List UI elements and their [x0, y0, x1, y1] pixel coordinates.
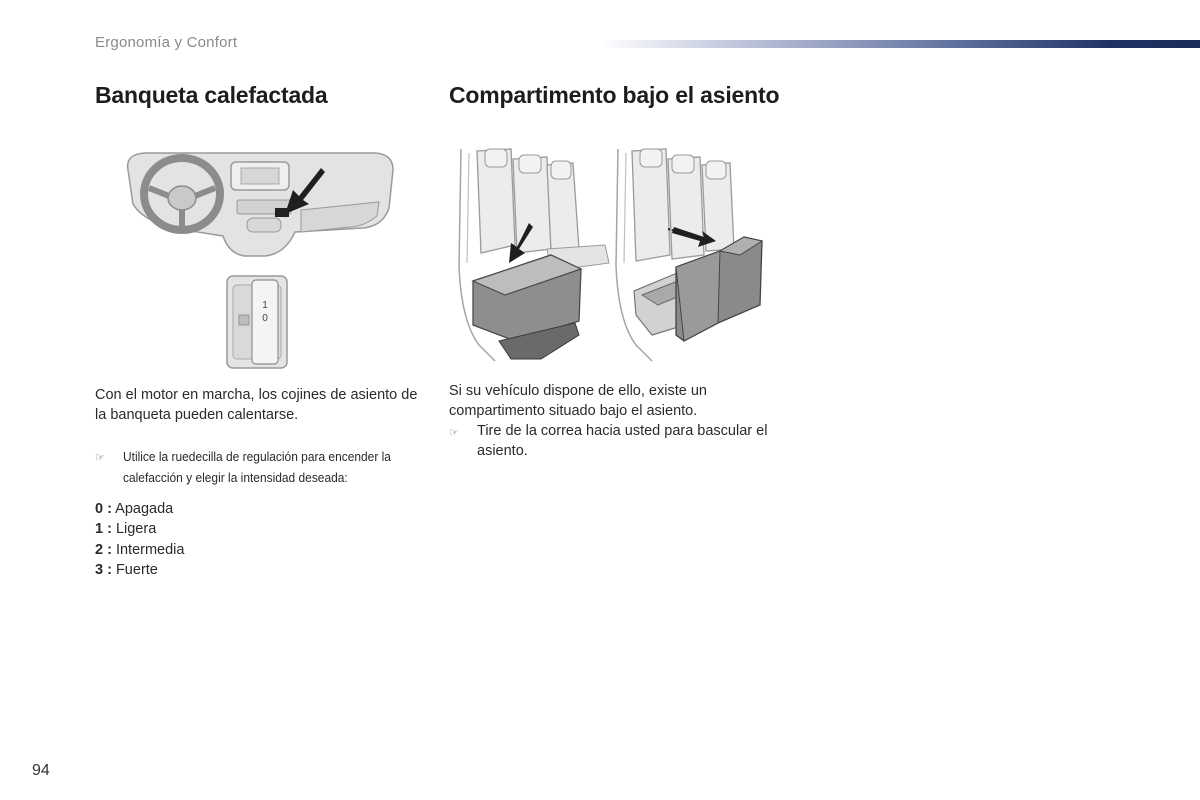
heated-bench-intro: Con el motor en marcha, los cojines de asiento de la banqueta pueden calentarse.	[95, 387, 418, 423]
level-item: 0 : Apagada	[95, 501, 174, 517]
seat-compartment-illustration-2	[612, 145, 774, 363]
seat-compartment-illustration-1	[455, 145, 613, 363]
heading-under-seat-compartment: Compartimento bajo el asiento	[449, 82, 780, 108]
heater-dial-illustration	[226, 275, 288, 369]
heading-heated-bench: Banqueta calefactada	[95, 82, 328, 108]
level-item: 3 : Fuerte	[95, 561, 158, 578]
dial-label-0: 0	[262, 313, 268, 324]
level-item: 2 : Intermedia	[95, 541, 185, 558]
level-item: 1 : Ligera	[95, 521, 157, 538]
page-number: 94	[32, 762, 50, 779]
instruction-text: Tire de la correa hacia usted para bascular el asiento.	[477, 423, 768, 459]
compartment-instruction	[449, 421, 777, 461]
dashboard-illustration	[125, 150, 397, 265]
instruction-text: Utilice la ruedecilla de regulación para encender la calefacción y elegir la intensidad deseada:	[123, 449, 391, 485]
section-title: Ergonomía y Confort	[95, 34, 238, 51]
dial-label-1: 1	[262, 300, 268, 311]
pointing-hand-icon: ☞	[95, 452, 105, 464]
header-gradient-bar	[600, 40, 1200, 48]
pointing-hand-icon: ☞	[449, 427, 459, 439]
heat-levels-list	[95, 499, 184, 580]
compartment-intro: Si su vehículo dispone de ello, existe un compartimento situado bajo el asiento.	[449, 383, 707, 419]
heated-bench-instruction	[95, 446, 453, 488]
